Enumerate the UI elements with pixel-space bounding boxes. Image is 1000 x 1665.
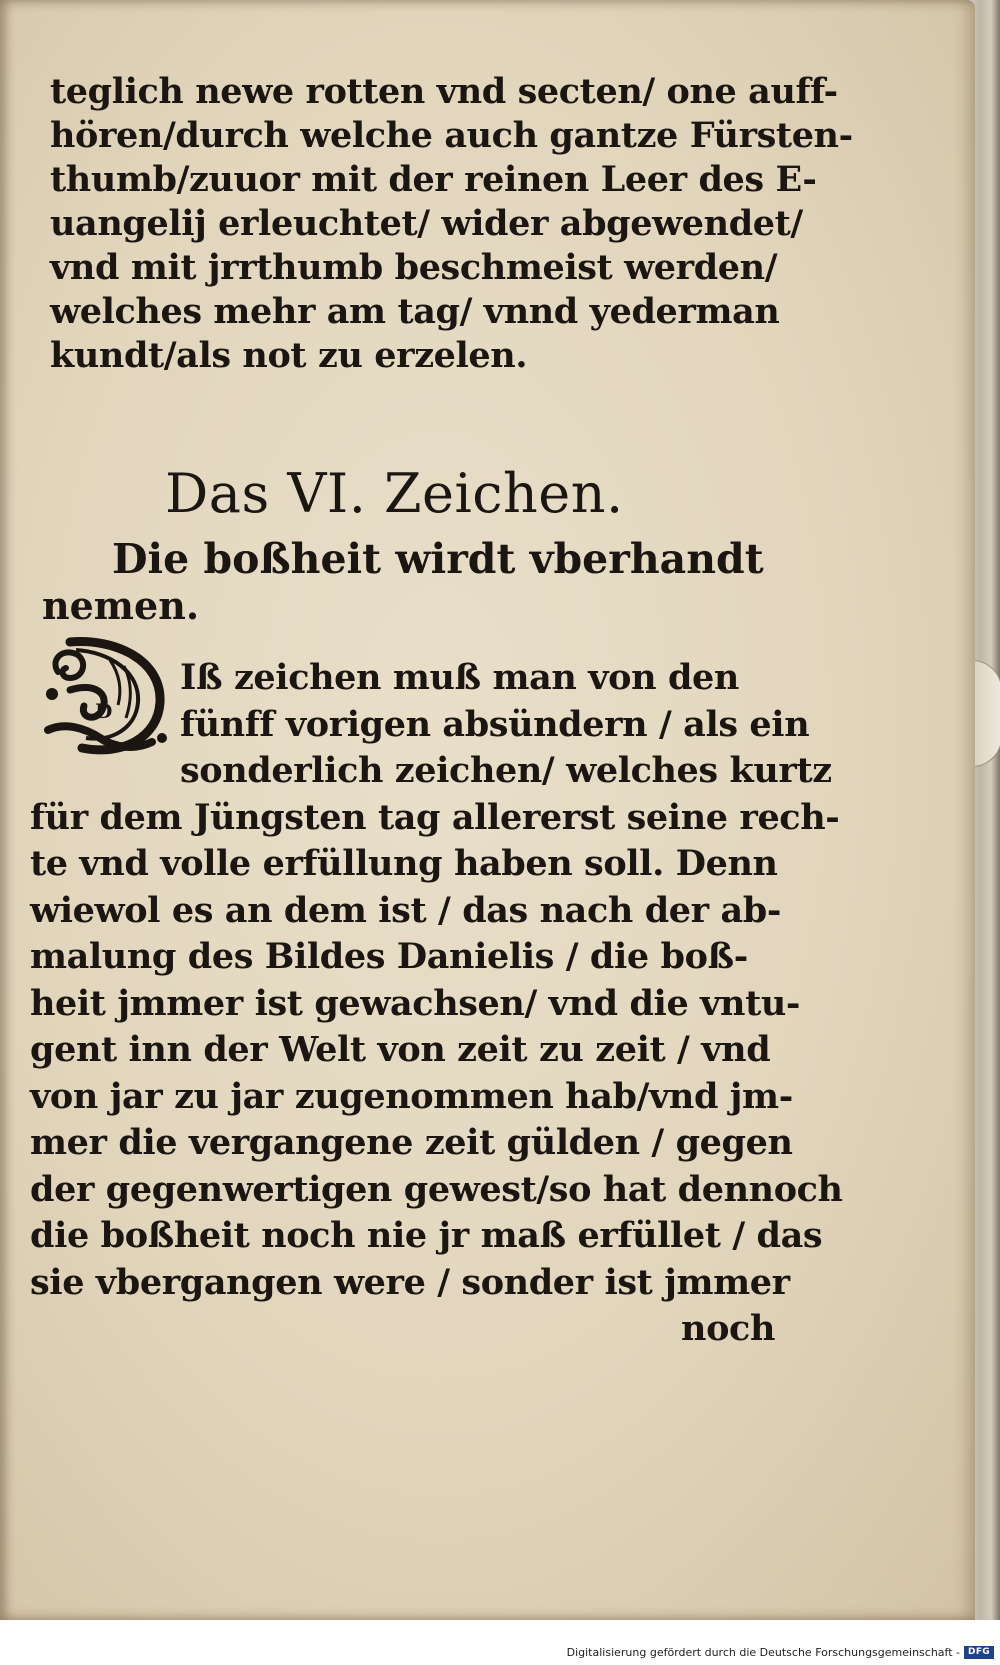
text-line: thumb/zuuor mit der reinen Leer des E- [50, 159, 817, 200]
funding-credit: Digitalisierung gefördert durch die Deutsche Forschungsgemeinschaft - [566, 1646, 960, 1659]
body-paragraph [30, 655, 843, 1353]
text-line: wiewol es an dem ist / das nach der ab- [30, 889, 781, 931]
text-line: heit jmmer ist gewachsen/ vnd die vntu- [30, 982, 801, 1024]
text-line: vnd mit jrrthumb beschmeist werden/ [50, 247, 778, 288]
drop-cap-letter: D [95, 699, 113, 723]
text-line: gent inn der Welt von zeit zu zeit / vnd [30, 1029, 771, 1070]
top-paragraph [50, 70, 853, 378]
text-line: uangelij erleuchtet/ wider abgewendet/ [50, 203, 803, 244]
dfg-logo-icon[interactable]: DFG [964, 1646, 994, 1659]
text-line: welches mehr am tag/ vnnd yederman [50, 291, 780, 332]
text-line: mer die vergangene zeit gülden / gegen [30, 1122, 793, 1163]
section-subheading: Die boßheit wirdt vberhandt [112, 535, 764, 583]
section-subheading-continued: nemen. [42, 583, 200, 628]
text-line: die boßheit noch nie jr maß erfüllet / das [30, 1215, 823, 1256]
text-line: Iß zeichen muß man von den [180, 657, 739, 698]
text-line: von jar zu jar zugenommen hab/vnd jm- [30, 1075, 793, 1117]
text-line: sie vbergangen were / sonder ist jmmer [30, 1261, 790, 1303]
section-heading: Das VI. Zeichen. [165, 462, 624, 525]
text-line: kundt/als not zu erzelen. [50, 335, 528, 376]
text-line: der gegenwertigen gewest/so hat dennoch [30, 1168, 843, 1210]
catchword: noch [681, 1308, 775, 1349]
text-line: teglich newe rotten vnd secten/ one auff- [50, 71, 838, 112]
text-line: te vnd volle erfüllung haben soll. Denn [30, 843, 778, 884]
text-line: sonderlich zeichen/ welches kurtz [180, 750, 832, 791]
text-line: fünff vorigen absündern / als ein [180, 703, 810, 745]
digitization-footer [0, 1620, 1000, 1665]
text-line: malung des Bildes Danielis / die boß- [30, 936, 748, 977]
text-line: hören/durch welche auch gantze Fürsten- [50, 115, 853, 156]
text-line: für dem Jüngsten tag allererst seine rech- [30, 796, 840, 838]
